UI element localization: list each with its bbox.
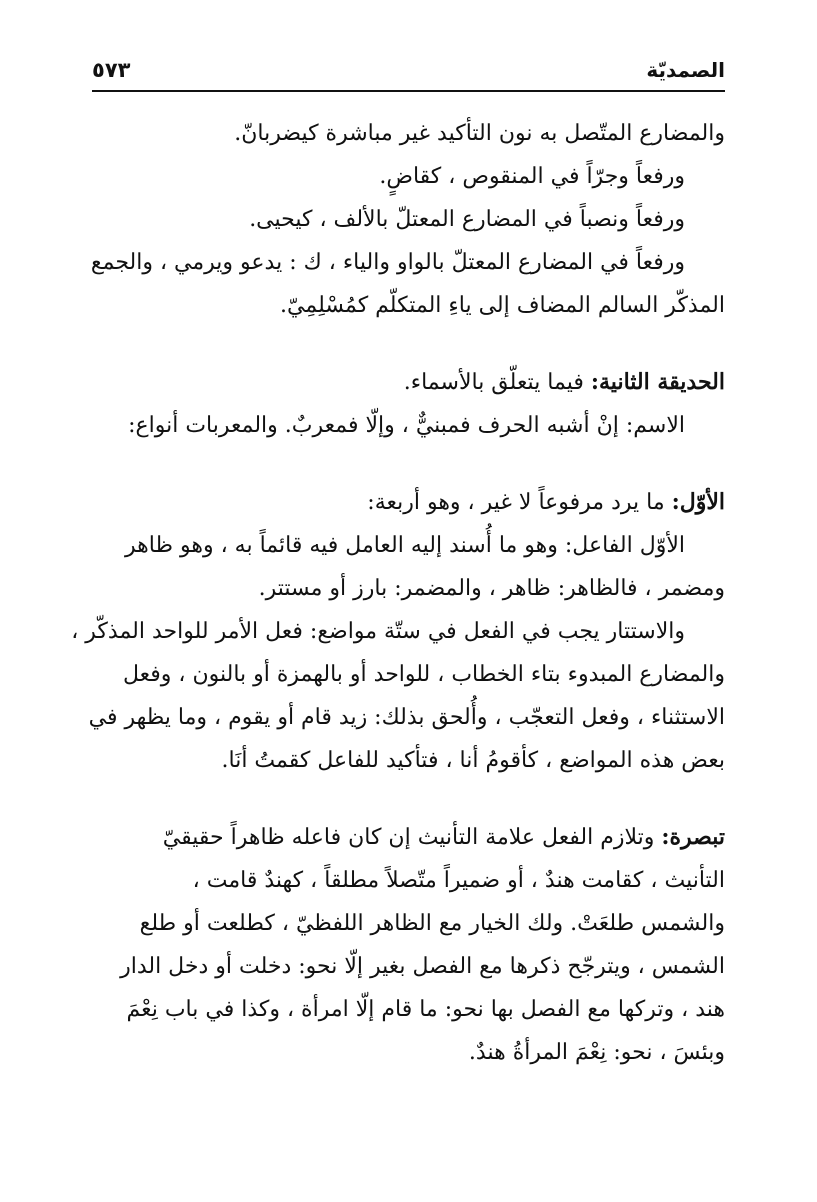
section-heading-line (92, 361, 725, 404)
paragraph-line: والاستتار يجب في الفعل في ستّة مواضع: فعل الأمر للواحد المذكّر ، (71, 619, 685, 644)
section-intro-text: ما يرد مرفوعاً لا غير ، وهو أربعة: (367, 490, 672, 515)
paragraph-line: ورفعاً وجرّاً في المنقوص ، كقاضٍ. (379, 164, 685, 189)
section-second-garden (92, 361, 725, 447)
running-title: الصمديّة (646, 58, 725, 82)
section-intro-line (92, 816, 725, 859)
paragraph-line: المذكّر السالم المضاف إلى ياءِ المتكلّم كمُسْلِمِيّ. (280, 293, 725, 318)
paragraph-line: ومضمر ، فالظاهر: ظاهر ، والمضمر: بارز أو مستتر. (258, 576, 725, 601)
page-header (92, 48, 725, 92)
section-label: تبصرة: (661, 824, 725, 850)
section-gap (92, 327, 725, 361)
section-gap (92, 782, 725, 816)
section-inflection-cases (92, 112, 725, 327)
page-body (71, 112, 725, 1074)
paragraph-line: وبئسَ ، نحو: نِعْمَ المرأةُ هندٌ. (468, 1040, 725, 1065)
paragraph-line: الشمس ، ويترجّح ذكرها مع الفصل بغير إلّا نحو: دخلت أو دخل الدار (120, 954, 725, 979)
paragraph-line: الاستثناء ، وفعل التعجّب ، وأُلحق بذلك: زيد قام أو يقوم ، وما يظهر في (88, 705, 725, 730)
section-insight (92, 816, 725, 1074)
paragraph-line: والمضارع المبدوء بتاء الخطاب ، للواحد أو بالهمزة أو بالنون ، وفعل (122, 662, 725, 687)
section-gap (92, 447, 725, 481)
page-number: ٥٧٣ (92, 58, 131, 82)
paragraph-line: الأوّل الفاعل: وهو ما أُسند إليه العامل فيه قائماً به ، وهو ظاهر (125, 533, 685, 558)
section-intro-text: وتلازم الفعل علامة التأنيث إن كان فاعله ظاهراً حقيقيّ (162, 825, 662, 850)
section-intro-line (92, 481, 725, 524)
section-heading-label: الحديقة الثانية: (590, 369, 725, 395)
section-label: الأوّل: (671, 489, 725, 515)
section-heading-text: فيما يتعلّق بالأسماء. (403, 370, 591, 395)
paragraph-line: والشمس طلعَتْ. ولك الخيار مع الظاهر اللفظيّ ، كطلعت أو طلع (139, 911, 725, 936)
paragraph-line: التأنيث ، كقامت هندٌ ، أو ضميراً متّصلاً مطلقاً ، كهندٌ قامت ، (192, 868, 725, 893)
section-first-type (71, 481, 725, 782)
paragraph-line: بعض هذه المواضع ، كأقومُ أنا ، فتأكيد للفاعل كقمتُ أنَا. (221, 748, 725, 773)
paragraph-line: ورفعاً ونصباً في المضارع المعتلّ بالألف ، كيحيى. (249, 207, 685, 232)
paragraph-line: ورفعاً في المضارع المعتلّ بالواو والياء ، ك : يدعو ويرمي ، والجمع (90, 250, 685, 275)
paragraph-line: والمضارع المتّصل به نون التأكيد غير مباشرة كيضربانّ. (234, 121, 725, 146)
paragraph-line: هند ، وتركها مع الفصل بها نحو: ما قام إلّا امرأة ، وكذا في باب نِعْمَ (126, 997, 725, 1022)
paragraph-line: الاسم: إنْ أشبه الحرف فمبنيٌّ ، وإلّا فمعربٌ. والمعربات أنواع: (128, 413, 685, 438)
